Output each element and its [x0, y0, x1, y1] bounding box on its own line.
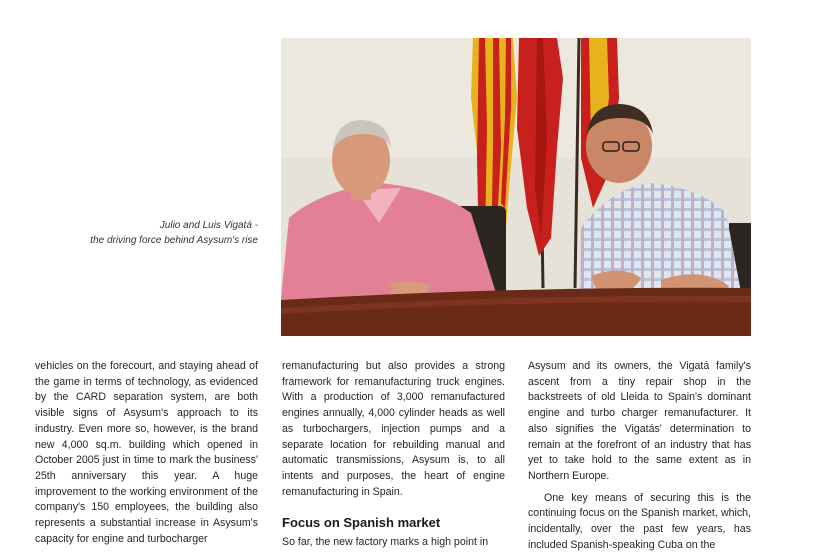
caption-line-1: Julio and Luis Vigatá -: [159, 220, 258, 231]
column-1-paragraph: vehicles on the forecourt, and staying ahead of the game in terms of technology, as evidenced by the CARD separation system, are both visible signs of Asysum's approach to its industry. Even more so, however, is the brand new 4,000 sq.m. building which opened in October 2005 just in time to mark the business' 25th anniversary this year. A huge improvement to the working environment of the company's 150 employees, the building also represents a substantial increase in Asysum's capacity for engine and turbocharger: [35, 360, 258, 545]
column-3-paragraph-2: One key means of securing this is the continuing focus on the Spanish market, which, incidentally, over the past few years, has included Spanish-speaking Cuba on the: [528, 491, 751, 551]
text-column-1: [35, 359, 258, 547]
column-2-paragraph-1: remanufacturing but also provides a strong framework for remanufacturing truck engines. With a production of 3,000 remanufactured engines annually, 4,000 cylinder heads as well as turbochargers, injection pumps and a separate location for rebuilding manual and automatic transmissions, Asysum is, to all intents and purposes, the heart of engine remanufacturing in Spain.: [282, 360, 505, 498]
section-heading: Focus on Spanish market: [282, 515, 441, 531]
column-2-paragraph-2: So far, the new factory marks a high point in: [282, 536, 489, 549]
photo-caption: [40, 218, 258, 248]
text-column-2: [282, 359, 505, 551]
column-3-paragraph-1: Asysum and its owners, the Vigatá family's ascent from a tiny repair shop in the backstreets of old Lleida to Spain's dominant engine and turbo charger remanufacturer. It also signifies the Vigatás' determination to remain at the forefront of an industry that has yet to take hold to the same extent as in Northern Europe.: [528, 360, 751, 482]
caption-line-2: the driving force behind Asysum's rise: [90, 235, 258, 246]
photo-illustration: [281, 38, 751, 336]
photo-two-men-with-flags: [281, 38, 751, 336]
text-column-3: [528, 359, 751, 553]
